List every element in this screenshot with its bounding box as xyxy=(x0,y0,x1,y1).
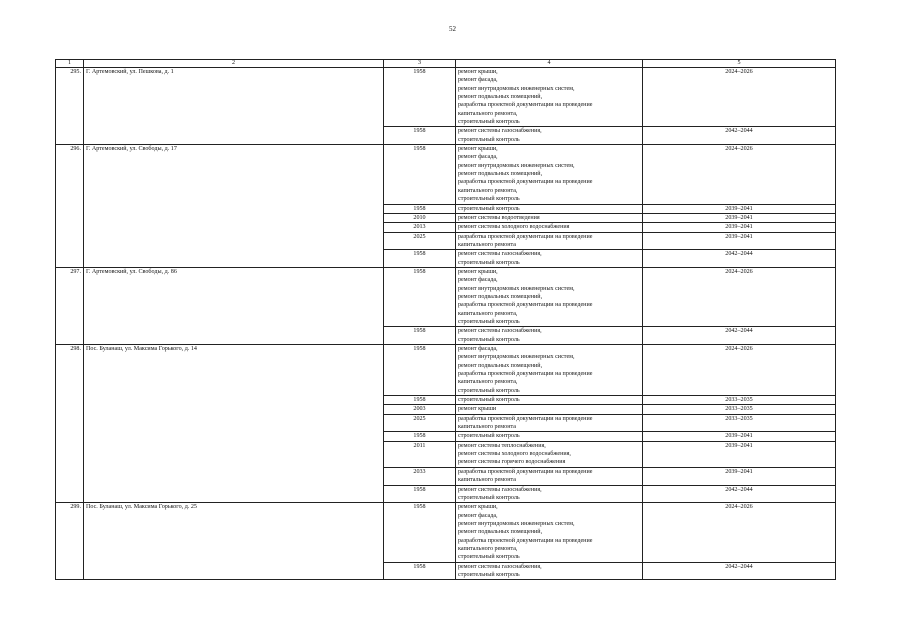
work-line: разработка проектной документации на проведение xyxy=(458,233,593,240)
work-line: ремонт крыши xyxy=(458,406,497,413)
entry-number: 299. xyxy=(56,503,84,580)
work-line: строительный контроль xyxy=(458,196,520,203)
work-line: ремонт фасада, xyxy=(458,154,498,161)
work-line: разработка проектной документации на проведение xyxy=(458,371,593,378)
work-line: ремонт подвальных помещений, xyxy=(458,529,543,536)
table-row xyxy=(56,267,836,326)
work-line: ремонт крыши, xyxy=(458,69,498,75)
work-line: капитального ремонта xyxy=(458,424,516,431)
work-line: строительный контроль xyxy=(458,397,520,404)
work-line: ремонт системы холодного водоснабжения xyxy=(458,224,570,231)
work-line: разработка проектной документации на проведение xyxy=(458,179,593,186)
entry-number: 296. xyxy=(56,145,84,268)
address-cell: Пос. Буланаш, ул. Максима Горького, д. 25 xyxy=(84,503,384,580)
page-number: 52 xyxy=(449,25,456,33)
work-list-cell xyxy=(456,432,643,441)
work-line: ремонт крыши, xyxy=(458,268,498,275)
work-line: ремонт системы газоснабжения, xyxy=(458,328,542,335)
year-cell: 1958 xyxy=(384,327,456,345)
work-line: ремонт подвальных помещений, xyxy=(458,94,543,101)
work-line: ремонт крыши, xyxy=(458,504,498,511)
work-line: строительный контроль xyxy=(458,205,520,212)
year-cell: 1958 xyxy=(384,503,456,562)
work-line: строительный контроль xyxy=(458,259,520,266)
period-cell: 2024–2026 xyxy=(643,68,836,127)
work-line: ремонт системы газоснабжения, xyxy=(458,251,542,258)
period-cell: 2039–2041 xyxy=(643,232,836,250)
work-line: капитального ремонта xyxy=(458,241,516,248)
period-cell: 2033–2035 xyxy=(643,396,836,405)
work-list-cell xyxy=(456,414,643,432)
table-row xyxy=(56,345,836,396)
work-line: ремонт фасада, xyxy=(458,77,498,84)
work-line: капитального ремонта, xyxy=(458,379,518,386)
work-list-cell xyxy=(456,396,643,405)
work-line: строительный контроль xyxy=(458,336,520,343)
address-cell: Пос. Буланаш, ул. Максима Горького, д. 14 xyxy=(84,345,384,503)
period-cell: 2042–2044 xyxy=(643,562,836,580)
period-cell: 2042–2044 xyxy=(643,127,836,145)
work-line: строительный контроль xyxy=(458,119,520,126)
column-header-3: 3 xyxy=(384,60,456,68)
column-header-5: 5 xyxy=(643,60,836,68)
work-list-cell xyxy=(456,232,643,250)
work-line: строительный контроль xyxy=(458,136,520,143)
work-line: ремонт фасада, xyxy=(458,346,498,352)
year-cell: 1958 xyxy=(384,396,456,405)
year-cell: 1958 xyxy=(384,204,456,213)
work-line: ремонт системы газоснабжения, xyxy=(458,563,542,570)
work-line: ремонт крыши, xyxy=(458,146,498,153)
repair-schedule-table xyxy=(55,59,836,580)
work-list-cell xyxy=(456,250,643,268)
period-cell: 2033–2035 xyxy=(643,414,836,432)
work-line: строительный контроль xyxy=(458,571,520,578)
year-cell: 1958 xyxy=(384,267,456,326)
year-cell: 1958 xyxy=(384,485,456,503)
period-cell: 2039–2041 xyxy=(643,204,836,213)
work-line: строительный контроль xyxy=(458,494,520,501)
work-line: ремонт фасада, xyxy=(458,277,498,284)
period-cell: 2042–2044 xyxy=(643,485,836,503)
year-cell: 2013 xyxy=(384,223,456,232)
work-line: ремонт системы газоснабжения, xyxy=(458,128,542,135)
year-cell: 1958 xyxy=(384,562,456,580)
work-line: ремонт внутридомовых инженерных систем, xyxy=(458,354,575,361)
work-line: ремонт подвальных помещений, xyxy=(458,293,543,300)
entry-number: 295. xyxy=(56,68,84,145)
work-line: ремонт внутридомовых инженерных систем, xyxy=(458,520,575,527)
period-cell: 2039–2041 xyxy=(643,432,836,441)
work-line: разработка проектной документации на проведение xyxy=(458,302,593,309)
entry-number: 298. xyxy=(56,345,84,503)
work-line: строительный контроль xyxy=(458,433,520,440)
address-cell: Г. Артемовский, ул. Свободы, д. 17 xyxy=(84,145,384,268)
column-header-4: 4 xyxy=(456,60,643,68)
work-line: ремонт внутридомовых инженерных систем, xyxy=(458,285,575,292)
table-row xyxy=(56,68,836,127)
column-header-2: 2 xyxy=(84,60,384,68)
work-line: разработка проектной документации на проведение xyxy=(458,102,593,109)
year-cell: 1958 xyxy=(384,127,456,145)
table-row xyxy=(56,145,836,204)
entry-number: 297. xyxy=(56,267,84,344)
work-line: строительный контроль xyxy=(458,387,520,394)
period-cell: 2042–2044 xyxy=(643,250,836,268)
work-line: капитального ремонта, xyxy=(458,545,518,552)
column-number-row xyxy=(56,60,836,68)
period-cell: 2039–2041 xyxy=(643,441,836,467)
year-cell: 1958 xyxy=(384,432,456,441)
period-cell: 2024–2026 xyxy=(643,345,836,396)
work-list-cell xyxy=(456,223,643,232)
year-cell: 2025 xyxy=(384,232,456,250)
work-list-cell xyxy=(456,68,643,127)
work-list-cell xyxy=(456,213,643,222)
work-line: ремонт подвальных помещений, xyxy=(458,362,543,369)
work-line: ремонт системы теплоснабжения, xyxy=(458,442,546,449)
work-line: разработка проектной документации на проведение xyxy=(458,537,593,544)
period-cell: 2024–2026 xyxy=(643,267,836,326)
work-line: ремонт системы холодного водоснабжения, xyxy=(458,451,571,458)
year-cell: 1958 xyxy=(384,250,456,268)
work-list-cell xyxy=(456,562,643,580)
work-list-cell xyxy=(456,145,643,204)
address-cell: Г. Артемовский, ул. Свободы, д. 86 xyxy=(84,267,384,344)
work-line: ремонт подвальных помещений, xyxy=(458,171,543,178)
work-line: ремонт фасада, xyxy=(458,512,498,519)
work-line: строительный контроль xyxy=(458,318,520,325)
work-list-cell xyxy=(456,503,643,562)
work-line: ремонт системы газоснабжения, xyxy=(458,486,542,493)
year-cell: 2033 xyxy=(384,467,456,485)
column-header-1: 1 xyxy=(56,60,84,68)
address-cell: Г. Артемовский, ул. Пешкова, д. 1 xyxy=(84,68,384,145)
period-cell: 2039–2041 xyxy=(643,467,836,485)
work-list-cell xyxy=(456,127,643,145)
year-cell: 1958 xyxy=(384,345,456,396)
work-line: ремонт системы водоотведения xyxy=(458,214,540,221)
period-cell: 2033–2035 xyxy=(643,405,836,414)
work-list-cell xyxy=(456,485,643,503)
year-cell: 2025 xyxy=(384,414,456,432)
work-list-cell xyxy=(456,327,643,345)
work-list-cell xyxy=(456,405,643,414)
table-body xyxy=(56,68,836,580)
period-cell: 2039–2041 xyxy=(643,213,836,222)
work-list-cell xyxy=(456,345,643,396)
work-list-cell xyxy=(456,467,643,485)
period-cell: 2024–2026 xyxy=(643,145,836,204)
year-cell: 1958 xyxy=(384,145,456,204)
work-list-cell xyxy=(456,441,643,467)
work-list-cell xyxy=(456,267,643,326)
period-cell: 2042–2044 xyxy=(643,327,836,345)
work-line: разработка проектной документации на проведение xyxy=(458,415,593,422)
year-cell: 2003 xyxy=(384,405,456,414)
work-line: капитального ремонта, xyxy=(458,187,518,194)
work-list-cell xyxy=(456,204,643,213)
period-cell: 2024–2026 xyxy=(643,503,836,562)
work-line: капитального ремонта, xyxy=(458,110,518,117)
table-row xyxy=(56,503,836,562)
work-line: строительный контроль xyxy=(458,554,520,561)
work-line: капитального ремонта, xyxy=(458,310,518,317)
work-line: капитального ремонта xyxy=(458,477,516,484)
period-cell: 2039–2041 xyxy=(643,223,836,232)
year-cell: 2011 xyxy=(384,441,456,467)
work-line: разработка проектной документации на проведение xyxy=(458,468,593,475)
year-cell: 1958 xyxy=(384,68,456,127)
year-cell: 2010 xyxy=(384,213,456,222)
work-line: ремонт системы горячего водоснабжения xyxy=(458,459,566,466)
work-line: ремонт внутридомовых инженерных систем, xyxy=(458,162,575,169)
work-line: ремонт внутридомовых инженерных систем, xyxy=(458,85,575,92)
